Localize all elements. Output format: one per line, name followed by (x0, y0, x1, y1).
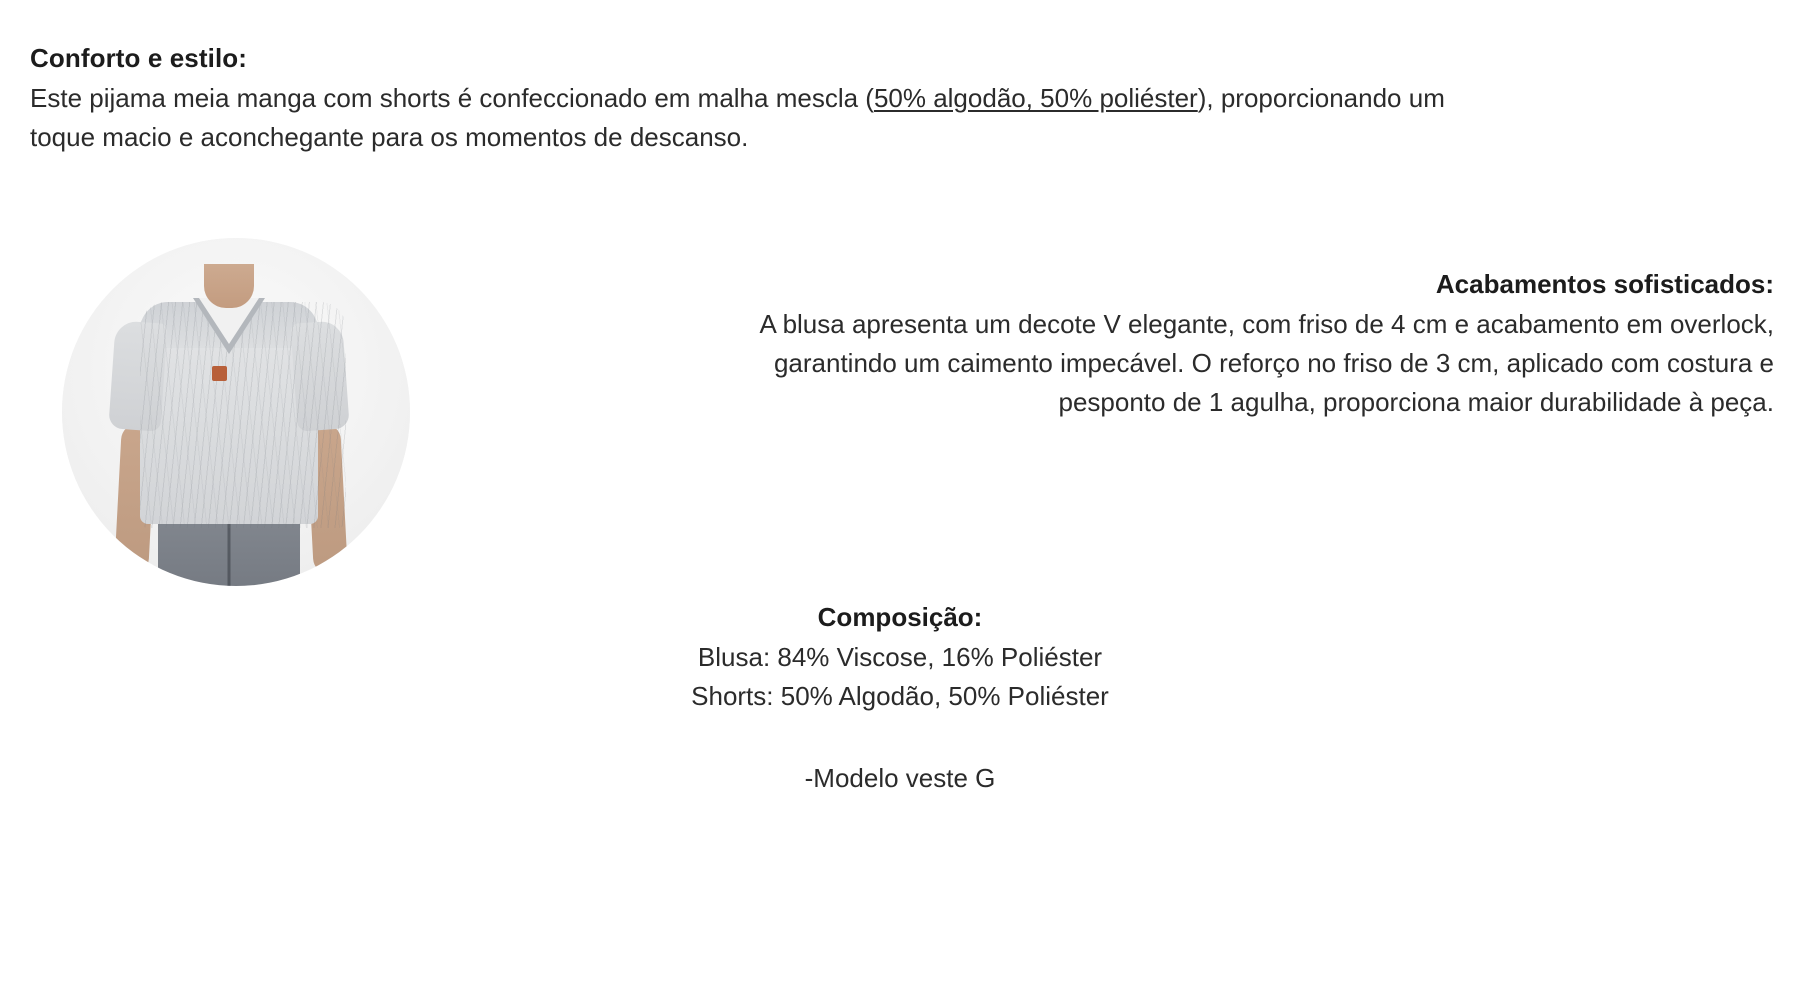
composition-spacer (0, 715, 1800, 759)
intro-composition-link[interactable]: 50% algodão, 50% poliéster (873, 82, 1198, 113)
model-size-note: -Modelo veste G (804, 763, 996, 794)
intro-text-part1: Este pijama meia manga com shorts é confeccionado em malha mescla ( (30, 82, 874, 113)
figure-chin (204, 264, 254, 308)
finishing-heading: Acabamentos sofisticados: (1435, 269, 1774, 299)
intro-heading: Conforto e estilo: (30, 43, 248, 73)
intro-section (30, 40, 1460, 157)
composition-line-blusa: Blusa: 84% Viscose, 16% Poliéster (697, 642, 1103, 673)
product-image-background (62, 238, 410, 586)
intro-paragraph (30, 79, 1460, 157)
figure-brand-badge (212, 366, 227, 381)
figure-fabric-texture (140, 302, 346, 528)
composition-line-shorts: Shorts: 50% Algodão, 50% Poliéster (691, 680, 1109, 711)
intro-text-part2: ), proporcionando um toque macio e aconchegante para os momentos de descanso. (30, 82, 1445, 152)
finishing-paragraph: A blusa apresenta um decote V elegante, com friso de 4 cm e acabamento em overlock, garantindo um caimento impecável. O reforço no friso de 3 cm, aplicado com costura e pesponto de 1 agulha, proporciona maior durabilidade à peça. (759, 308, 1774, 417)
composition-heading: Composição: (817, 602, 983, 632)
composition-section (0, 598, 1800, 798)
product-image (62, 238, 410, 586)
finishing-section (664, 266, 1774, 422)
